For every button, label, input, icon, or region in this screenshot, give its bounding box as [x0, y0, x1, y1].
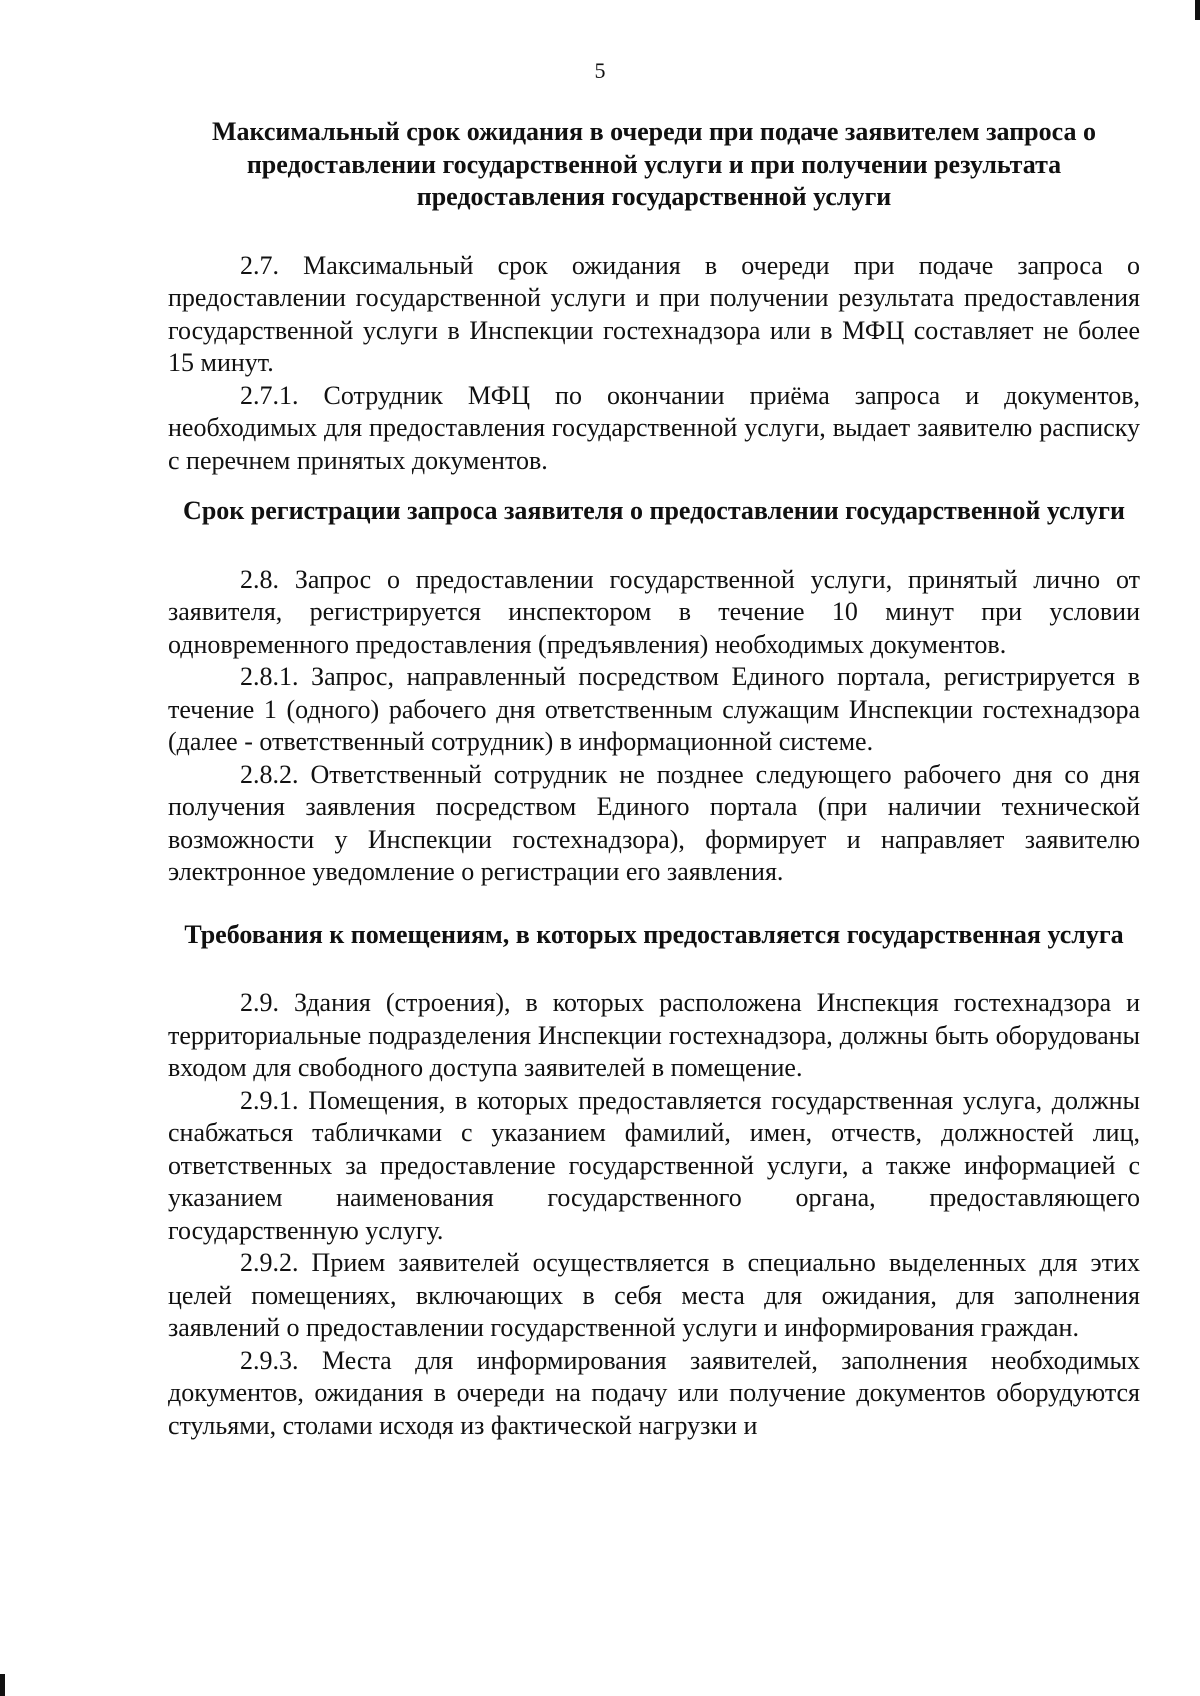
- page-number: 5: [594, 58, 606, 83]
- paragraph-2-9-1: 2.9.1. Помещения, в которых предоставляется государственная услуга, должны снабжаться табличками с указанием фамилий, имен, отчеств, должностей лиц, ответственных за предоставление государственной услуги, а также информацией с указанием наименования государственного органа, предоставляющего государственную услугу.: [168, 1085, 1140, 1245]
- paragraph-2-7: 2.7. Максимальный срок ожидания в очереди при подаче запроса о предоставлении государственной услуги и при получении результата предоставления государственной услуги в Инспекции гостехнадзора или в МФЦ составляет не более 15 минут.: [168, 250, 1140, 377]
- section-heading-queue-wait-time: Максимальный срок ожидания в очереди при подаче заявителем запроса о предоставлении государственной услуги и при получении результата предоставления государственной услуги: [211, 117, 1096, 211]
- paragraph-2-8: 2.8. Запрос о предоставлении государственной услуги, принятый лично от заявителя, регистрируется инспектором в течение 10 минут при условии одновременного предоставления (предъявления) необходимых документов.: [168, 564, 1140, 659]
- paragraph-2-9-3: 2.9.3. Места для информирования заявителей, заполнения необходимых документов, ожидания в очереди на подачу или получение документов оборудуются стульями, столами исходя из фактической нагрузки и: [168, 1345, 1140, 1440]
- document-body: [168, 116, 1140, 1442]
- section-heading-premises-requirements: Требования к помещениям, в которых предоставляется государственная услуга: [184, 919, 1124, 949]
- paragraph-2-7-1: 2.7.1. Сотрудник МФЦ по окончании приёма запроса и документов, необходимых для предоставления государственной услуги, выдает заявителю расписку с перечнем принятых документов.: [168, 380, 1140, 475]
- section-heading-registration-term: Срок регистрации запроса заявителя о предоставлении государственной услуги: [183, 496, 1125, 525]
- scan-edge-mark: [1195, 0, 1200, 20]
- paragraph-2-9: 2.9. Здания (строения), в которых расположена Инспекция гостехнадзора и территориальные подразделения Инспекции гостехнадзора, должны быть оборудованы входом для свободного доступа заявителей в помещение.: [168, 988, 1140, 1082]
- scan-edge-mark: [0, 1674, 5, 1696]
- paragraph-2-8-2: 2.8.2. Ответственный сотрудник не позднее следующего рабочего дня со дня получения заявления посредством Единого портала (при наличии технической возможности у Инспекции гостехнадзора), формирует и направляет заявителю электронное уведомление о регистрации его заявления.: [168, 759, 1140, 886]
- paragraph-2-9-2: 2.9.2. Прием заявителей осуществляется в специально выделенных для этих целей помещениях, включающих в себя места для ожидания, для заполнения заявлений о предоставлении государственной услуги и информирования граждан.: [168, 1248, 1140, 1342]
- paragraph-2-8-1: 2.8.1. Запрос, направленный посредством Единого портала, регистрируется в течение 1 (одного) рабочего дня ответственным служащим Инспекции гостехнадзора (далее - ответственный сотрудник) в информационной системе.: [168, 662, 1140, 756]
